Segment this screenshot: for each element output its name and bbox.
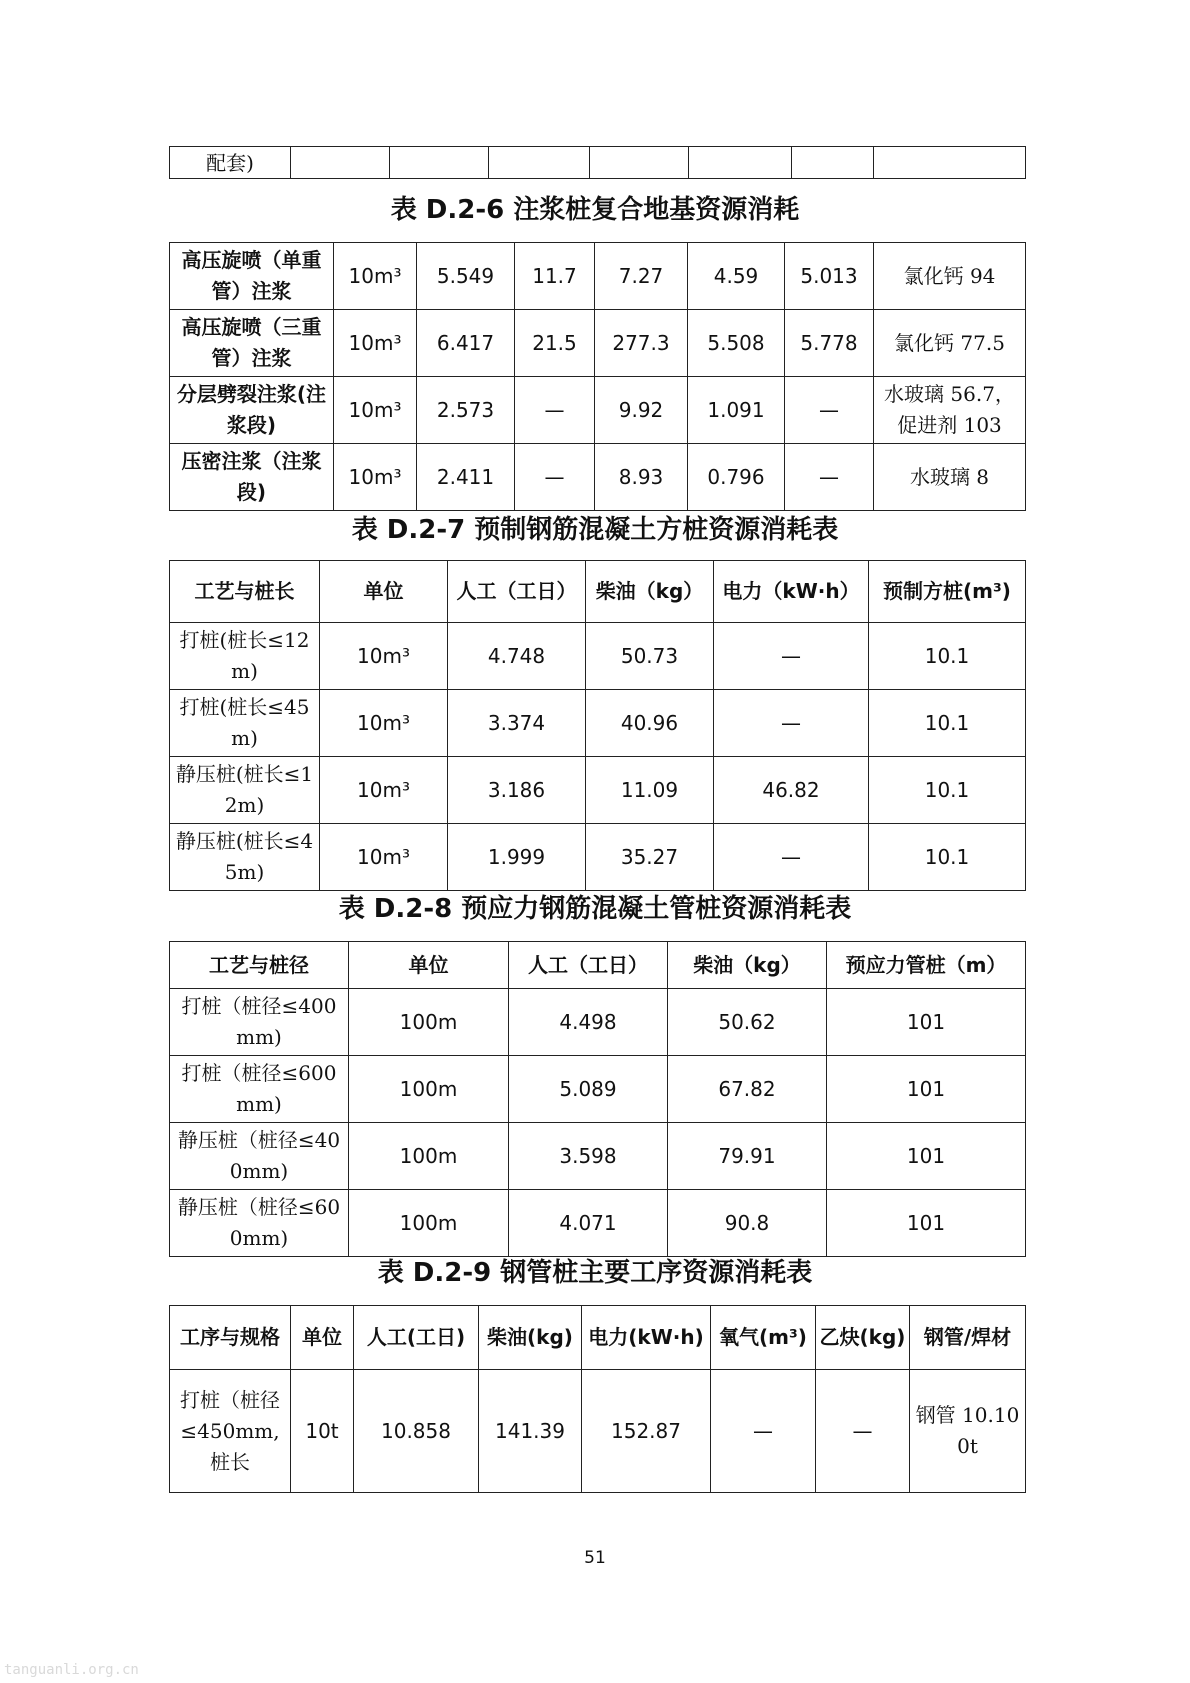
table-cell: 6.417 [417,310,515,377]
table-cell: 5.508 [688,310,785,377]
row-label: 高压旋喷（单重管）注浆 [170,243,334,310]
column-header: 工艺与桩长 [170,561,320,623]
column-header: 乙炔(kg) [816,1306,910,1370]
table-title-d26: 表 D.2-6 注浆桩复合地基资源消耗 [390,195,800,225]
table-cell: 4.748 [448,623,586,690]
table-header-row [170,561,1026,623]
table-row [170,989,1026,1056]
column-header: 工艺与桩径 [170,942,349,989]
table-cell: 8.93 [595,444,688,511]
table-row [170,147,1026,179]
table-cell: 101 [827,1190,1026,1257]
table-d26 [169,242,1026,511]
table-cell: 7.27 [595,243,688,310]
table-cell: 10m³ [320,757,448,824]
table-title-d27: 表 D.2-7 预制钢筋混凝土方桩资源消耗表 [351,515,839,545]
table-d27 [169,560,1026,891]
table-header-row [170,1306,1026,1370]
column-header: 电力（kW·h） [714,561,869,623]
table-cell: 40.96 [586,690,714,757]
table-row [170,623,1026,690]
column-header: 柴油（kg） [668,942,827,989]
table-cell: 氯化钙 94 [874,243,1026,310]
column-header: 预应力管桩（m） [827,942,1026,989]
table-cell: 67.82 [668,1056,827,1123]
column-header: 人工（工日） [509,942,668,989]
table-cell: 9.92 [595,377,688,444]
table-cell: 152.87 [582,1370,711,1493]
column-header: 预制方桩(m³) [869,561,1026,623]
table-cell: 46.82 [714,757,869,824]
table-cell: 4.498 [509,989,668,1056]
table-cell: 11.7 [515,243,595,310]
table-d28 [169,941,1026,1257]
table-cell: 100m [349,1190,509,1257]
table-cell [792,147,874,179]
table-cell [590,147,689,179]
column-header: 单位 [291,1306,354,1370]
column-header: 柴油（kg） [586,561,714,623]
table-cell: 21.5 [515,310,595,377]
table-cell: 1.091 [688,377,785,444]
row-label: 打桩（桩径≤450mm,桩长 [170,1370,291,1493]
row-label: 分层劈裂注浆(注浆段) [170,377,334,444]
table-row [170,444,1026,511]
table-cell: — [515,444,595,511]
table-cell: 2.573 [417,377,515,444]
table-cell: 100m [349,1056,509,1123]
column-header: 单位 [320,561,448,623]
table-cell: 10m³ [320,690,448,757]
table-cell: 10m³ [334,444,417,511]
row-label: 压密注浆（注浆段) [170,444,334,511]
column-header: 钢管/焊材 [910,1306,1026,1370]
table-row [170,310,1026,377]
column-header: 氧气(m³) [711,1306,816,1370]
table-cell: 10m³ [334,243,417,310]
table-cell: 10.1 [869,690,1026,757]
row-label: 静压桩（桩径≤400mm) [170,1123,349,1190]
table-cell: 50.73 [586,623,714,690]
table-row [170,757,1026,824]
table-cell: 水玻璃 56.7，促进剂 103 [874,377,1026,444]
table-cell [689,147,792,179]
table-cell: — [714,824,869,891]
table-header-row [170,942,1026,989]
table-row [170,690,1026,757]
table-cell: — [816,1370,910,1493]
table-cell: 101 [827,1123,1026,1190]
column-header: 柴油(kg) [479,1306,582,1370]
table-cell: 10m³ [334,377,417,444]
table-cell: — [711,1370,816,1493]
table-cell: 100m [349,1123,509,1190]
table-cell: 10m³ [320,824,448,891]
column-header: 单位 [349,942,509,989]
table-cell: 3.374 [448,690,586,757]
row-label: 静压桩(桩长≤12m) [170,757,320,824]
table-row [170,243,1026,310]
row-label: 打桩(桩长≤12m) [170,623,320,690]
table-cell: 35.27 [586,824,714,891]
table-cell: 钢管 10.100t [910,1370,1026,1493]
table-cell: 50.62 [668,989,827,1056]
row-label: 打桩（桩径≤400mm) [170,989,349,1056]
watermark: tanguanli.org.cn [4,1662,139,1678]
table-cell: — [714,690,869,757]
table-cell [291,147,390,179]
table-cell: 5.549 [417,243,515,310]
table-cell: 101 [827,1056,1026,1123]
table-cell: 5.778 [785,310,874,377]
row-label: 打桩（桩径≤600mm) [170,1056,349,1123]
table-cell: 10.1 [869,757,1026,824]
row-label: 静压桩(桩长≤45m) [170,824,320,891]
table-cell: 100m [349,989,509,1056]
table-cell: 4.071 [509,1190,668,1257]
row-label: 静压桩（桩径≤600mm) [170,1190,349,1257]
row-label: 高压旋喷（三重管）注浆 [170,310,334,377]
table-cell: 141.39 [479,1370,582,1493]
table-cell: 90.8 [668,1190,827,1257]
table-continuation [169,146,1026,179]
table-cell: 1.999 [448,824,586,891]
page-number: 51 [584,1548,606,1568]
table-cell: 3.186 [448,757,586,824]
table-row [170,1056,1026,1123]
table-cell: — [785,444,874,511]
table-cell: 10t [291,1370,354,1493]
table-cell: 0.796 [688,444,785,511]
table-cell: — [714,623,869,690]
table-cell [874,147,1026,179]
table-cell: 5.013 [785,243,874,310]
table-cell: 水玻璃 8 [874,444,1026,511]
table-cell: 配套) [170,147,291,179]
table-row [170,1190,1026,1257]
table-cell: 10.1 [869,623,1026,690]
table-cell: 11.09 [586,757,714,824]
table-cell [390,147,489,179]
table-cell: 10.1 [869,824,1026,891]
table-cell: 2.411 [417,444,515,511]
column-header: 人工(工日) [354,1306,479,1370]
table-cell: 10m³ [320,623,448,690]
table-row [170,377,1026,444]
table-cell: 101 [827,989,1026,1056]
table-cell: 3.598 [509,1123,668,1190]
table-cell: 10.858 [354,1370,479,1493]
table-d29 [169,1305,1026,1493]
table-row [170,1370,1026,1493]
table-cell: 4.59 [688,243,785,310]
table-cell: 10m³ [334,310,417,377]
table-cell: 79.91 [668,1123,827,1190]
table-cell: — [785,377,874,444]
table-title-d29: 表 D.2-9 钢管桩主要工序资源消耗表 [377,1258,813,1288]
table-cell: — [515,377,595,444]
table-cell: 5.089 [509,1056,668,1123]
column-header: 电力(kW·h) [582,1306,711,1370]
table-cell: 277.3 [595,310,688,377]
table-row [170,824,1026,891]
table-cell [489,147,590,179]
table-cell: 氯化钙 77.5 [874,310,1026,377]
row-label: 打桩(桩长≤45m) [170,690,320,757]
table-title-d28: 表 D.2-8 预应力钢筋混凝土管桩资源消耗表 [338,894,852,924]
table-row [170,1123,1026,1190]
column-header: 人工（工日） [448,561,586,623]
column-header: 工序与规格 [170,1306,291,1370]
